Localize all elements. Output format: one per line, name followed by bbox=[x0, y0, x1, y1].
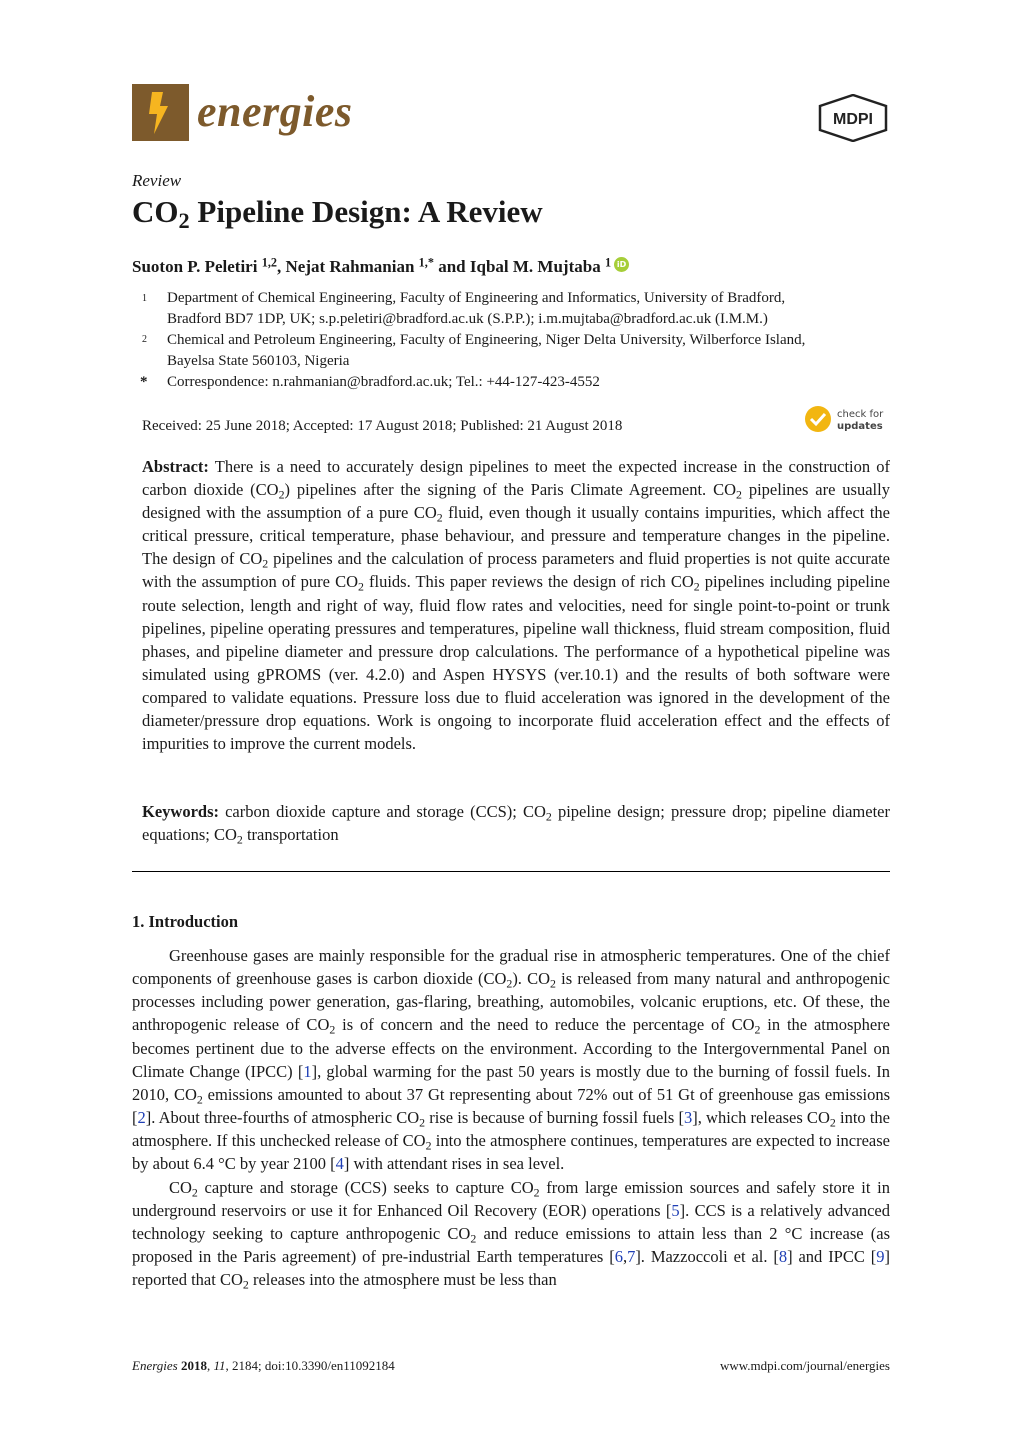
affiliation-mark: 2 bbox=[142, 334, 147, 345]
lightning-bolt-icon bbox=[132, 84, 189, 141]
citation-link[interactable]: 5 bbox=[671, 1200, 680, 1220]
author-name: Iqbal M. Mujtaba bbox=[469, 257, 601, 276]
paragraph: $CO_2$ capture and storage (CCS) seeks to capture $CO_2$ from large emission sources and safely store it in underground reservoirs or use it for Enhanced Oil Recovery (EOR) operations [5]. CCS is a relatively advanced technology seeking to capture anthropogenic $CO_2$ and reduce emissions to attain less than 2 °C increase (as proposed in the Paris agreement) of pre-industrial Earth temperatures [6,7]. Mazzoccoli et al. [8] and IPCC [9] reported that $CO_2$ releases into the atmosphere must be less than bbox=[132, 1177, 891, 1292]
section-heading: 1. Introduction bbox=[132, 912, 239, 931]
check-for-updates-badge[interactable] bbox=[803, 403, 891, 435]
correspondence: Correspondence: n.rahmanian@bradford.ac.uk; Tel.: +44-127-423-4552 bbox=[167, 374, 600, 390]
citation-link[interactable]: 4 bbox=[335, 1154, 344, 1174]
check-badge-line2: updates bbox=[837, 421, 883, 432]
citation-link[interactable]: 9 bbox=[876, 1247, 885, 1267]
abstract: Abstract: There is a need to accurately design pipelines to meet the expected increase in the construction of carbon dioxide $(CO_2)$ pipelines after the signing of the Paris Climate Agreement. $CO_2$ pipelines are usually designed with the assumption of a pure $CO_2$ fluid, even though it usually contains impurities, which affect the critical pressure, critical temperature, phase behaviour, and pressure and temperature changes in the pipeline. The design of $CO_2$ pipelines and the calculation of process parameters and fluid properties is not quite accurate with the assumption of pure $CO_2$ fluids. This paper reviews the design of rich $CO_2$ pipelines including pipeline route selection, length and right of way, fluid flow rates and velocities, need for single point-to-point or trunk pipelines, pipeline operating pressures and temperatures, pipeline wall thickness, fluid stream composition, fluid phases, and pipeline diameter and pressure drop calculations. The performance of a hypothetical pipeline was simulated using gPROMS (ver. 4.2.0) and Aspen HYSYS (ver.10.1) and the results of both software were compared to validate equations. Pressure loss due to fluid acceleration was ignored in the development of the diameter/pressure drop equations. Work is ongoing to incorporate fluid acceleration effect and the effects of impurities to improve the current models. bbox=[142, 457, 890, 754]
publication-dates: Received: 25 June 2018; Accepted: 17 August 2018; Published: 21 August 2018 bbox=[142, 418, 623, 434]
introduction-body bbox=[132, 944, 890, 1291]
citation-link[interactable]: 3 bbox=[683, 1108, 693, 1128]
affiliation-2-line-1: Chemical and Petroleum Engineering, Faculty of Engineering, Niger Delta University, Wilberforce Island, bbox=[167, 332, 806, 348]
citation-link[interactable]: 2 bbox=[137, 1108, 146, 1128]
author-name: Suoton P. Peletiri bbox=[132, 257, 258, 276]
citation-link[interactable]: 1 bbox=[303, 1061, 312, 1081]
journal-url[interactable]: www.mdpi.com/journal/energies bbox=[719, 1358, 890, 1373]
journal-name: energies bbox=[197, 87, 353, 136]
citation-link[interactable]: 8 bbox=[778, 1247, 788, 1267]
correspondence-mark: * bbox=[140, 374, 148, 390]
affiliation-2-line-2: Bayelsa State 560103, Nigeria bbox=[167, 353, 350, 369]
publisher-logo bbox=[818, 94, 888, 142]
author-name: Nejat Rahmanian bbox=[285, 257, 415, 276]
citation-link[interactable]: 7 bbox=[627, 1247, 636, 1267]
check-badge-line1: check for bbox=[837, 409, 884, 420]
affiliation-mark: 1 bbox=[142, 293, 147, 304]
author-list: Suoton P. Peletiri $^{1,2}$, Nejat Rahmanian $^{1,*}$ and Iqbal M. Mujtaba $^1$ iD bbox=[132, 256, 629, 278]
citation-link[interactable]: 6 bbox=[614, 1247, 623, 1267]
orcid-icon[interactable]: iD bbox=[614, 257, 629, 272]
article-type: Review bbox=[132, 171, 182, 190]
journal-logo bbox=[132, 84, 189, 141]
divider bbox=[132, 871, 890, 872]
keywords: Keywords: carbon dioxide capture and storage (CCS); $CO_2$ pipeline design; pressure drop; pipeline diameter equations; $CO_2$ transportation bbox=[142, 802, 890, 847]
publisher-logo-text: MDPI bbox=[833, 111, 873, 128]
citation-footer: Energies 2018, 11, 2184; doi:10.3390/en11092184 bbox=[132, 1358, 395, 1373]
article-title: $CO_2$ Pipeline Design: A Review bbox=[132, 194, 543, 234]
paragraph: Greenhouse gases are mainly responsible for the gradual rise in atmospheric temperatures. One of the chief components of greenhouse gases is carbon dioxide $(CO_2)$. $CO_2$ is released from many natural and anthropogenic processes including power generation, gas-flaring, breathing, automobiles, volcanic eruptions, etc. Of these, the anthropogenic release of $CO_2$ is of concern and the need to reduce the percentage of $CO_2$ in the atmosphere becomes pertinent due to the adverse effects on the environment. According to the Intergovernmental Panel on Climate Change (IPCC) [1], global warming for the past 50 years is mostly due to the burning of fossil fuels. In 2010, $CO_2$ emissions amounted to about 37 Gt representing about 72% out of 51 Gt of greenhouse gas emissions [2]. About three-fourths of atmospheric $CO_2$ rise is because of burning fossil fuels [3], which releases $CO_2$ into the atmosphere. If this unchecked release of $CO_2$ into the atmosphere continues, temperatures are expected to increase by about 6.4 °C by year 2100 [4] with attendant rises in sea level. bbox=[132, 946, 891, 1174]
affiliation-1-line-1: Department of Chemical Engineering, Faculty of Engineering and Informatics, University of Bradford, bbox=[167, 290, 786, 306]
affiliation-1-line-2: Bradford BD7 1DP, UK; s.p.peletiri@bradford.ac.uk (S.P.P.); i.m.mujtaba@bradford.ac.uk (I.M.M.) bbox=[167, 311, 768, 327]
